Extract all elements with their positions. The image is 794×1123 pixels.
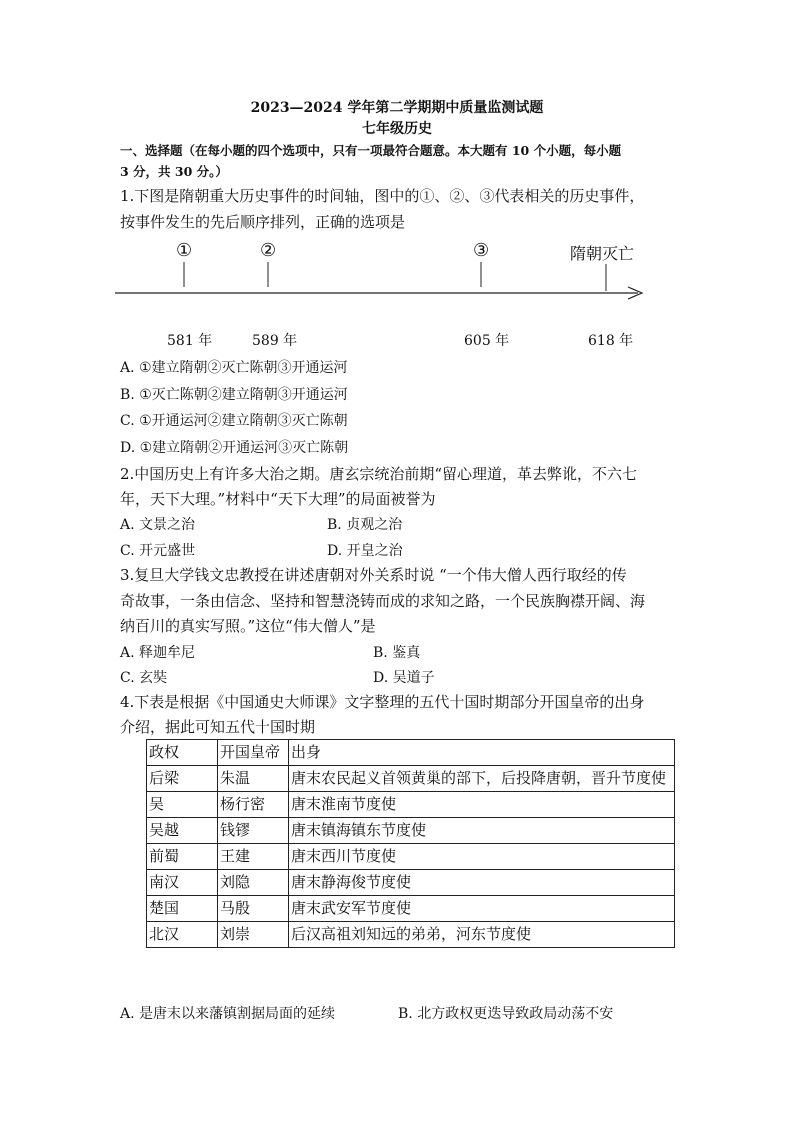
- table-header-row: [147, 740, 675, 766]
- q3-option-c[interactable]: C. 玄奘: [120, 670, 168, 686]
- q4-option-b[interactable]: B. 北方政权更迭导致政局动荡不安: [398, 1006, 614, 1022]
- table-cell: 朱温: [218, 766, 289, 792]
- timeline-year-581: 581 年: [167, 333, 213, 349]
- table-cell: 唐末农民起义首领黄巢的部下，后投降唐朝，晋升节度使: [289, 766, 675, 792]
- table-row: [147, 870, 675, 896]
- table-header-cell: 开国皇帝: [218, 740, 289, 766]
- table-cell: 唐末淮南节度使: [289, 792, 675, 818]
- table-cell: 王建: [218, 844, 289, 870]
- timeline-year-605: 605 年: [464, 333, 510, 349]
- q4-stem-line2: 介绍，据此可知五代十国时期: [120, 718, 316, 736]
- q3-stem-line2: 奇故事，一条由信念、坚持和智慧浇铸而成的求知之路，一个民族胸襟开阔、海: [120, 592, 646, 610]
- table-row: [147, 766, 675, 792]
- timeline-marker-1: ①: [176, 240, 193, 261]
- table-cell: 南汉: [147, 870, 218, 896]
- table-cell: 马殷: [218, 896, 289, 922]
- q2-stem-line2: 年，天下大理。”材料中“天下大理”的局面被誉为: [120, 490, 436, 508]
- q3-option-d[interactable]: D. 吴道子: [373, 670, 435, 686]
- timeline-marker-2: ②: [260, 240, 277, 261]
- exam-title: 2023—2024 学年第二学期期中质量监测试题: [250, 100, 544, 116]
- table-cell: 唐末西川节度使: [289, 844, 675, 870]
- table-cell: 唐末武安军节度使: [289, 896, 675, 922]
- table-cell: 刘隐: [218, 870, 289, 896]
- q3-stem-line1: 3.复旦大学钱文忠教授在讲述唐朝对外关系时说 “一个伟大僧人西行取经的传: [120, 566, 627, 584]
- q2-option-a[interactable]: A. 文景之治: [120, 517, 196, 533]
- table-cell: 后汉高祖刘知远的弟弟，河东节度使: [289, 922, 675, 948]
- q3-option-a[interactable]: A. 释迦牟尼: [120, 645, 196, 661]
- table-header-cell: 出身: [289, 740, 675, 766]
- q1-option-d[interactable]: D. ①建立隋朝②开通运河③灭亡陈朝: [120, 440, 349, 456]
- founding-emperors-table: [146, 739, 675, 948]
- section-heading-line2: 3 分，共 30 分。）: [120, 164, 228, 179]
- exam-subtitle: 七年级历史: [362, 121, 432, 137]
- q3-stem-line3: 纳百川的真实写照。”这位“伟大僧人”是: [120, 617, 376, 635]
- q1-stem-line2: 按事件发生的先后顺序排列，正确的选项是: [120, 213, 406, 231]
- q1-stem-line1: 1.下图是隋朝重大历史事件的时间轴，图中的①、②、③代表相关的历史事件，: [120, 187, 645, 205]
- q1-option-c[interactable]: C. ①开通运河②建立隋朝③灭亡陈朝: [120, 413, 348, 429]
- table-row: [147, 844, 675, 870]
- timeline-marker-3: ③: [473, 240, 490, 261]
- table-row: [147, 922, 675, 948]
- timeline-year-589: 589 年: [252, 333, 298, 349]
- table-cell: 钱镠: [218, 818, 289, 844]
- table-cell: 北汉: [147, 922, 218, 948]
- q1-option-a[interactable]: A. ①建立隋朝②灭亡陈朝③开通运河: [120, 360, 348, 376]
- q4-option-a[interactable]: A. 是唐末以来藩镇割据局面的延续: [120, 1006, 336, 1022]
- table-cell: 后梁: [147, 766, 218, 792]
- table-header-cell: 政权: [147, 740, 218, 766]
- q2-option-d[interactable]: D. 开皇之治: [327, 543, 403, 559]
- table-cell: 吴越: [147, 818, 218, 844]
- q3-option-b[interactable]: B. 鉴真: [373, 645, 421, 661]
- timeline-year-618: 618 年: [588, 333, 634, 349]
- table-row: [147, 896, 675, 922]
- table-cell: 唐末镇海镇东节度使: [289, 818, 675, 844]
- table-cell: 前蜀: [147, 844, 218, 870]
- table-row: [147, 818, 675, 844]
- table-cell: 杨行密: [218, 792, 289, 818]
- table-row: [147, 792, 675, 818]
- section-heading-line1: 一、选择题（在每小题的四个选项中，只有一项最符合题意。本大题有 10 个小题，每小题: [120, 143, 622, 158]
- q2-stem-line1: 2.中国历史上有许多大治之期。唐玄宗统治前期“留心理道，革去弊讹，不六七: [120, 465, 637, 483]
- table-cell: 楚国: [147, 896, 218, 922]
- table-cell: 吴: [147, 792, 218, 818]
- q1-timeline: [0, 0, 794, 360]
- q1-option-b[interactable]: B. ①灭亡陈朝②建立隋朝③开通运河: [120, 387, 348, 403]
- q4-stem-line1: 4.下表是根据《中国通史大师课》文字整理的五代十国时期部分开国皇帝的出身: [120, 693, 645, 711]
- q2-option-b[interactable]: B. 贞观之治: [327, 517, 403, 533]
- table-cell: 唐末静海俊节度使: [289, 870, 675, 896]
- q2-option-c[interactable]: C. 开元盛世: [120, 543, 196, 559]
- timeline-marker-end: 隋朝灭亡: [570, 244, 635, 263]
- table-cell: 刘崇: [218, 922, 289, 948]
